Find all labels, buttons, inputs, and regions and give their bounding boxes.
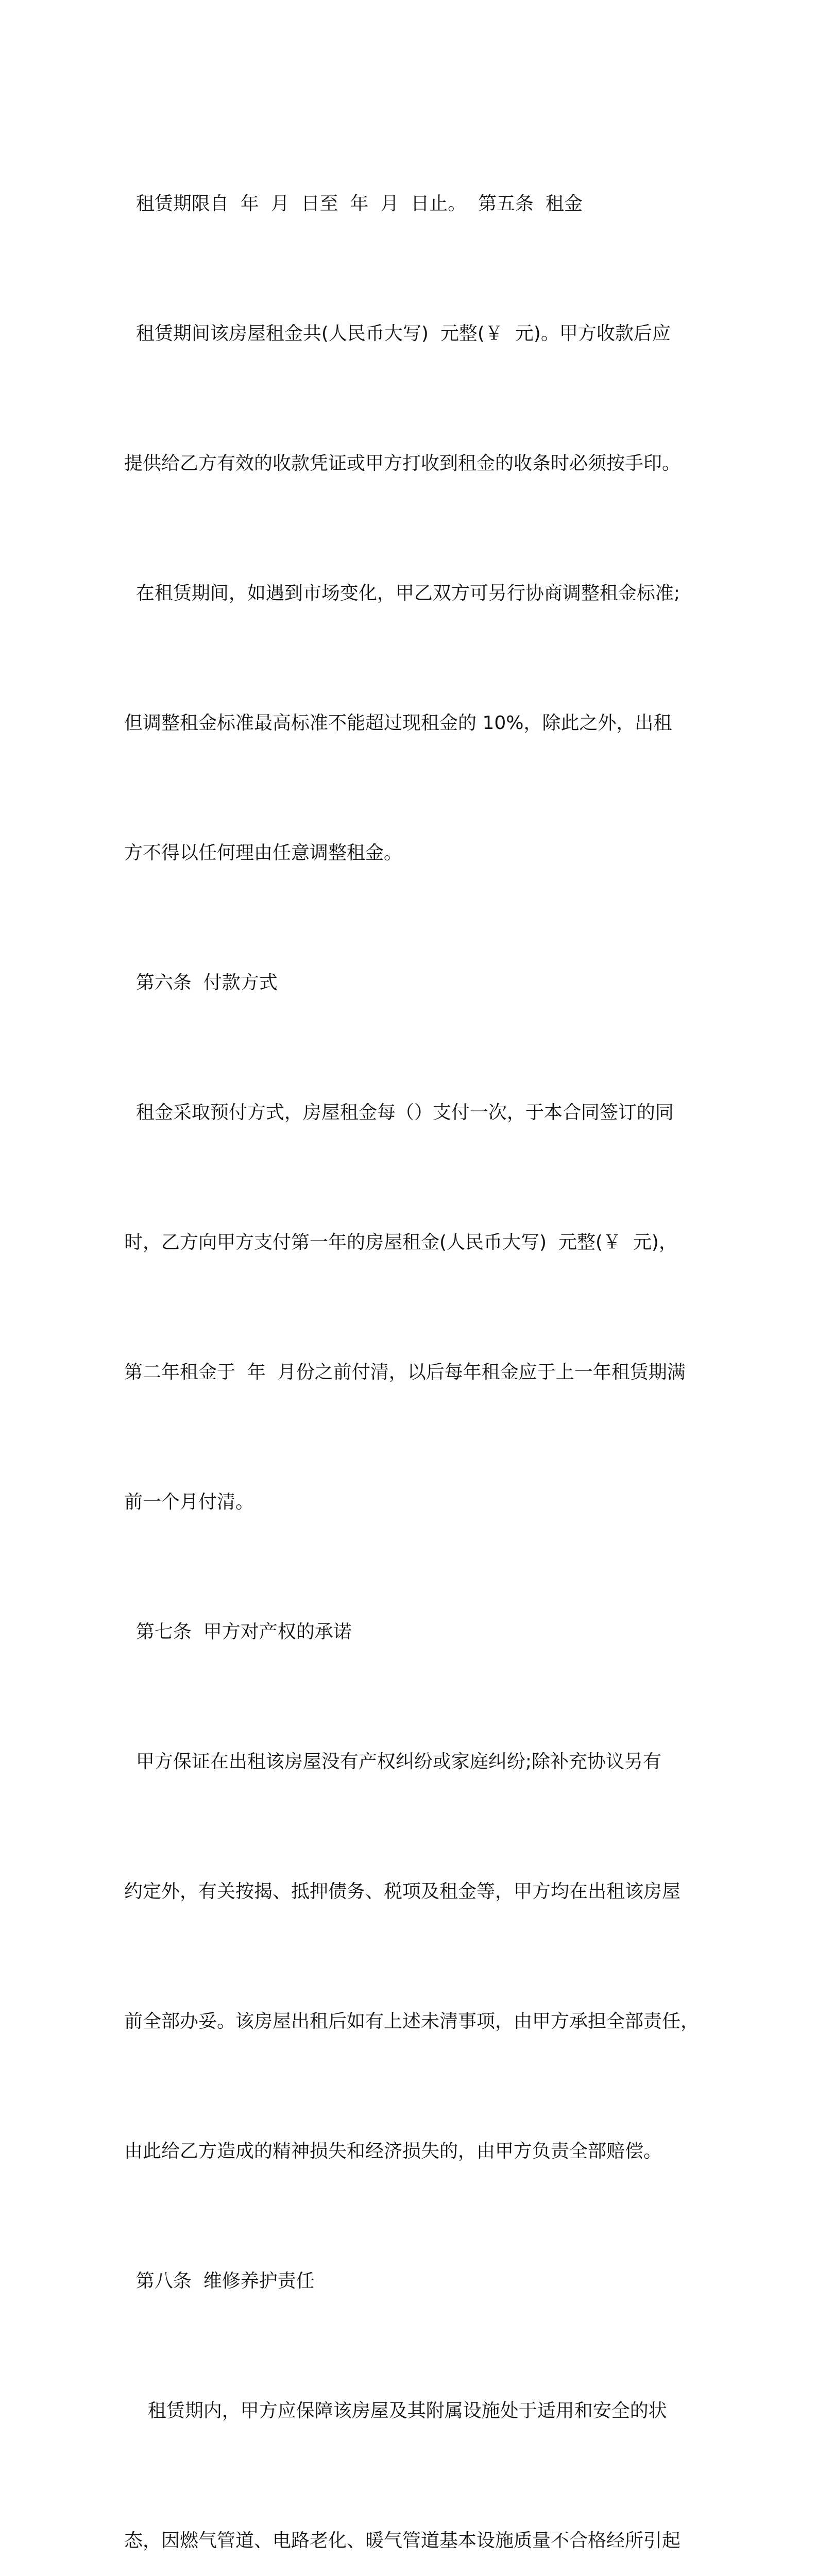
line-10: 第二年租金于 年 月份之前付清，以后每年租金应于上一年租赁期满 <box>124 1362 686 1383</box>
line-8: 租金采取预付方式，房屋租金每（）支付一次，于本合同签订的同 <box>124 1102 674 1123</box>
line-16: 由此给乙方造成的精神损失和经济损失的，由甲方负责全部赔偿。 <box>124 2141 662 2162</box>
line-14: 约定外，有关按揭、抵押债务、税项及租金等，甲方均在出租该房屋 <box>124 1881 681 1902</box>
line-4: 在租赁期间，如遇到市场变化，甲乙双方可另行协商调整租金标准; <box>124 583 680 604</box>
line-19: 态，因燃气管道、电路老化、暖气管道基本设施质量不合格经所引起 <box>124 2530 681 2551</box>
line-12: 第七条 甲方对产权的承诺 <box>124 1621 352 1642</box>
line-9: 时，乙方向甲方支付第一年的房屋租金(人民币大写) 元整(￥ 元)， <box>124 1232 677 1253</box>
line-18: 租赁期内，甲方应保障该房屋及其附属设施处于适用和安全的状 <box>124 2400 667 2421</box>
line-15: 前全部办妥。该房屋出租后如有上述未清事项，由甲方承担全部责任， <box>124 2011 700 2032</box>
line-2: 租赁期间该房屋租金共(人民币大写) 元整(￥ 元)。甲方收款后应 <box>124 323 671 344</box>
line-6: 方不得以任何理由任意调整租金。 <box>124 842 403 863</box>
line-11: 前一个月付清。 <box>124 1492 254 1513</box>
line-1: 租赁期限自 年 月 日至 年 月 日止。 第五条 租金 <box>124 193 583 214</box>
line-3: 提供给乙方有效的收款凭证或甲方打收到租金的收条时必须按手印。 <box>124 453 681 474</box>
line-17: 第八条 维修养护责任 <box>124 2270 315 2292</box>
line-5: 但调整租金标准最高标准不能超过现租金的 10%，除此之外，出租 <box>124 713 672 734</box>
line-13: 甲方保证在出租该房屋没有产权纠纷或家庭纠纷;除补充协议另有 <box>124 1751 662 1772</box>
line-7: 第六条 付款方式 <box>124 972 278 993</box>
document-body <box>124 96 700 2576</box>
